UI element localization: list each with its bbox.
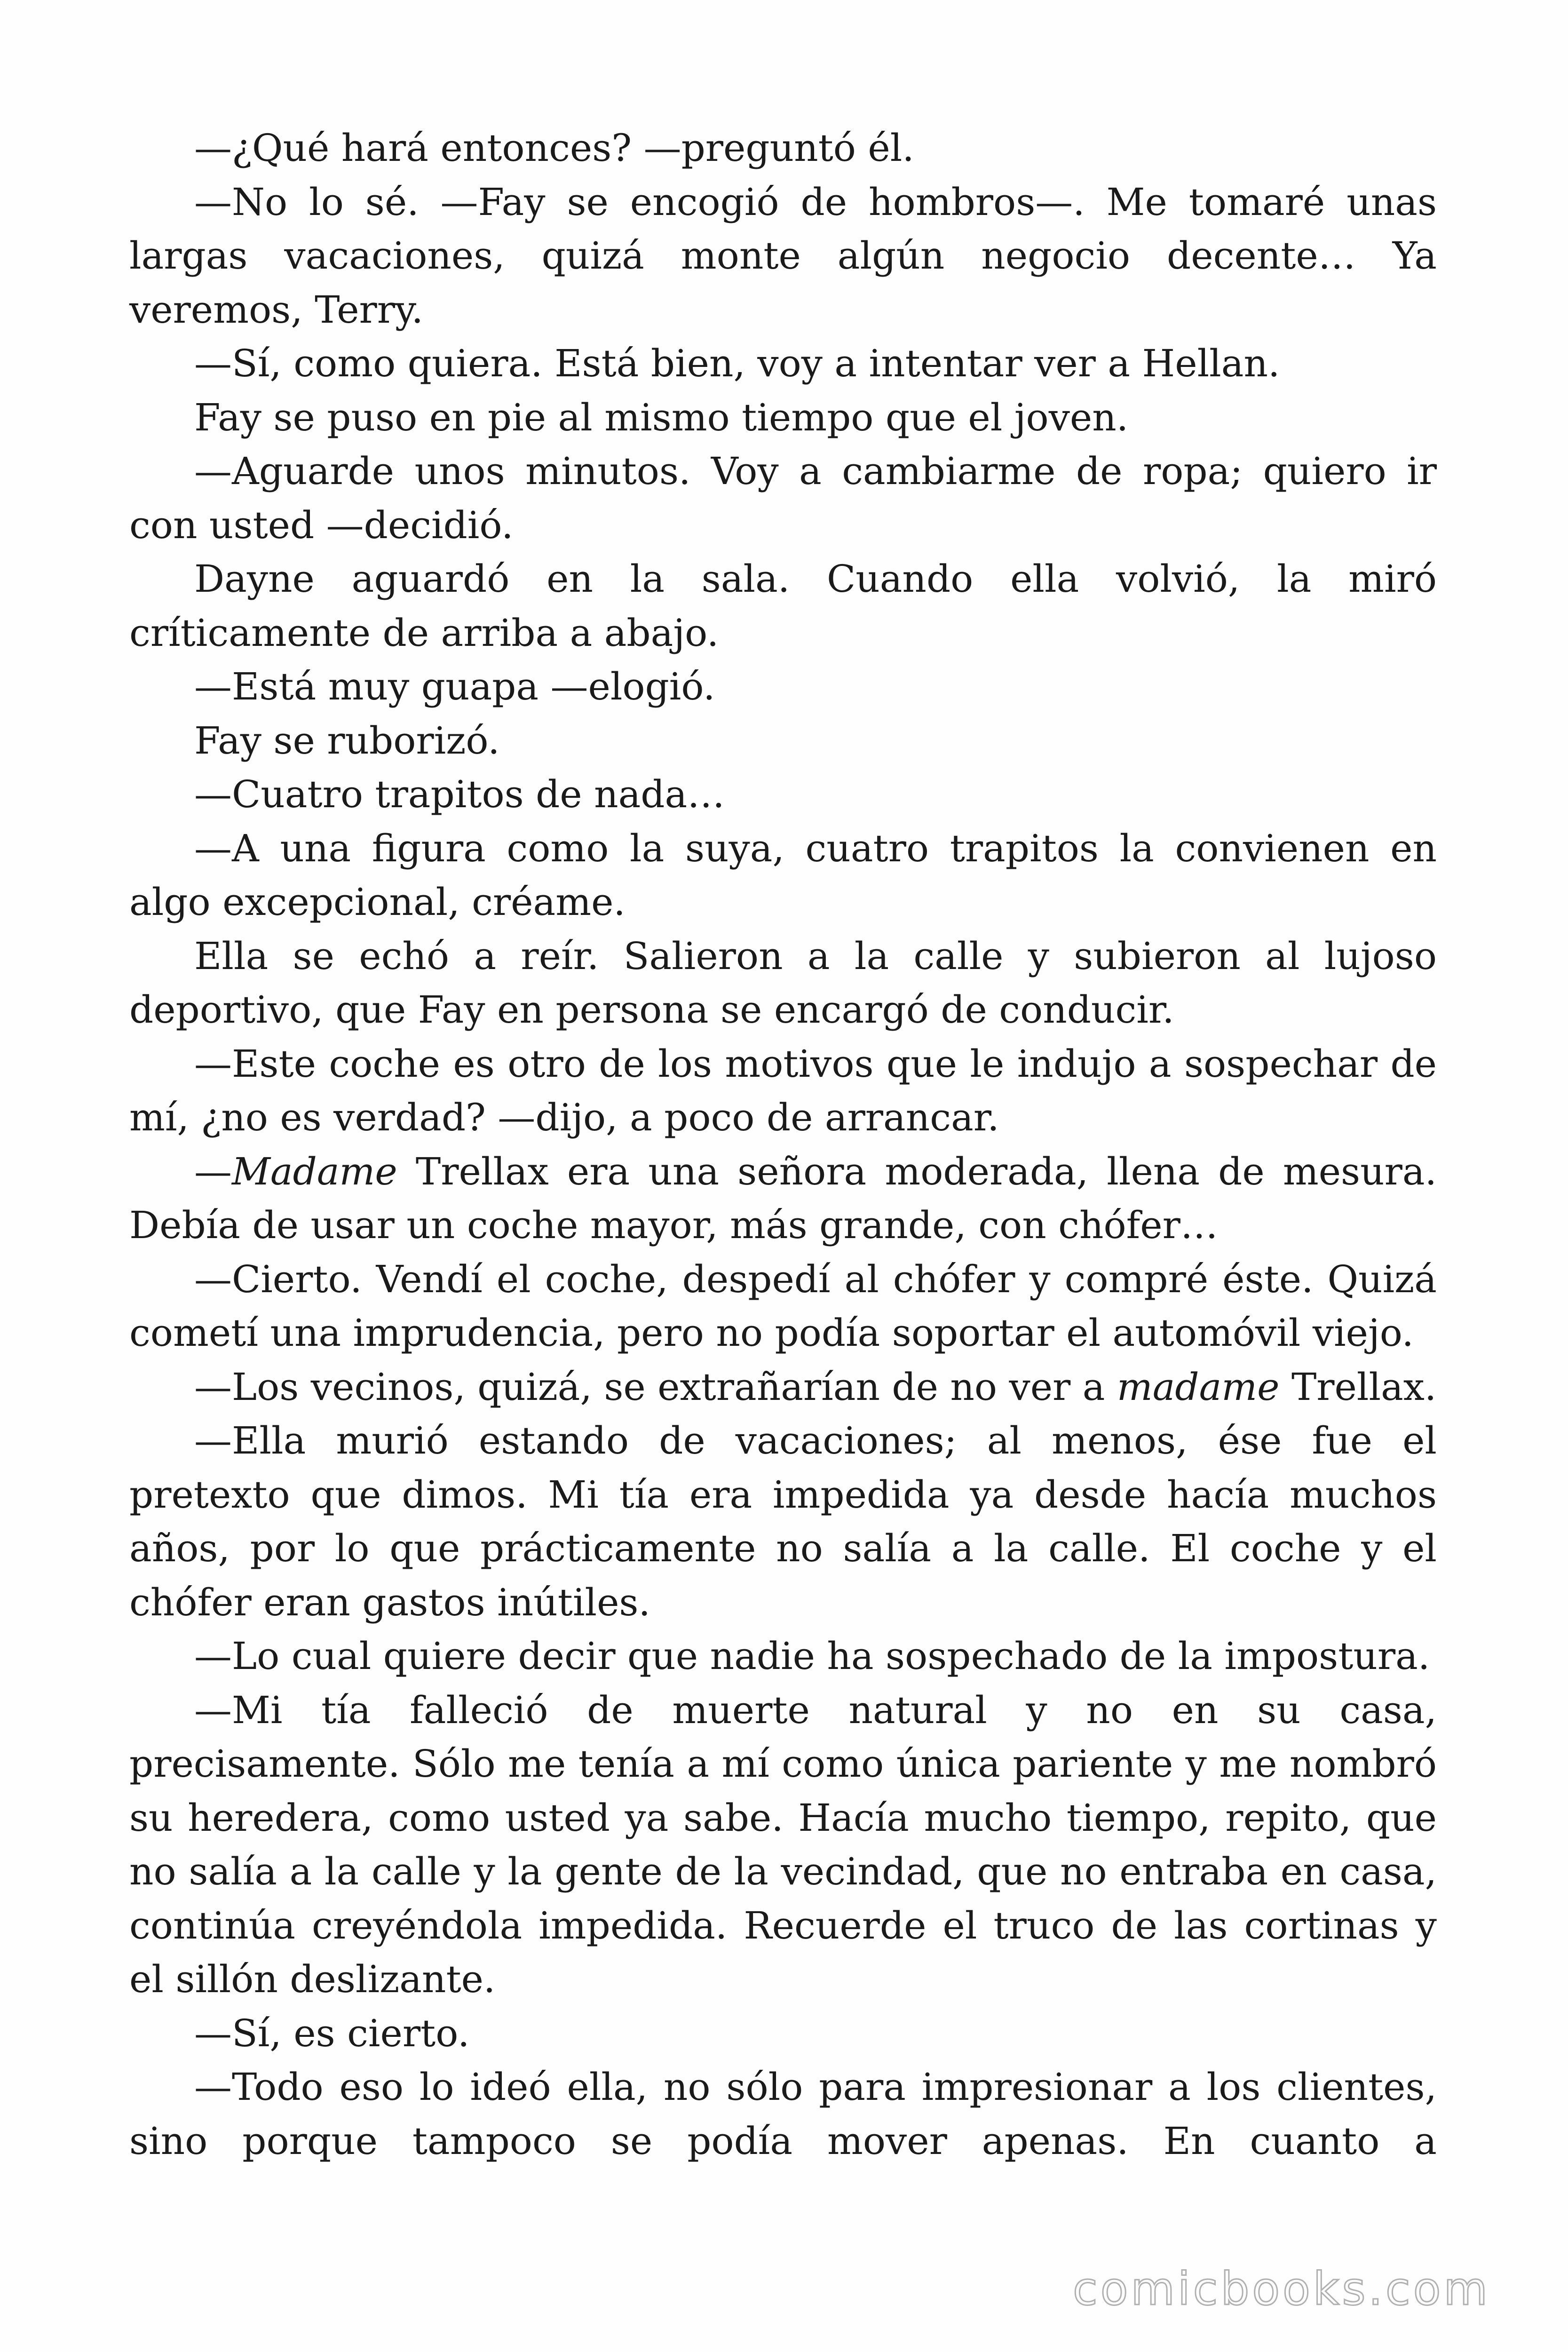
paragraph bbox=[129, 445, 1437, 552]
paragraph-text: —Aguarde unos minutos. Voy a cambiarme de ropa; quiero ir con usted —decidió. bbox=[129, 449, 1437, 547]
paragraph bbox=[129, 930, 1437, 1037]
paragraph-text: —Este coche es otro de los motivos que le indujo a sospechar de mí, ¿no es verdad? —dijo, a poco de arrancar. bbox=[129, 1041, 1437, 1139]
paragraph bbox=[129, 1684, 1437, 2007]
paragraph-text: Fay se ruborizó. bbox=[194, 718, 500, 763]
paragraph bbox=[129, 1253, 1437, 1360]
paragraph bbox=[129, 337, 1437, 391]
paragraph-text: —Mi tía falleció de muerte natural y no en su casa, precisamente. Sólo me tenía a mí como única pariente y me nombró su heredera, como usted ya sabe. Hacía mucho tiempo, repito, que no salía a la calle y la gente de la vecindad, que no entraba en casa, continúa creyéndola impedida. Recuerde el truco de las cortinas y el sillón deslizante. bbox=[129, 1688, 1437, 2001]
paragraph-text: —Sí, es cierto. bbox=[194, 2011, 470, 2055]
paragraph-text: —¿Qué hará entonces? —preguntó él. bbox=[194, 126, 914, 170]
paragraph-text: —Cuatro trapitos de nada… bbox=[194, 772, 725, 816]
watermark: comicbooks.com bbox=[1072, 2263, 1490, 2315]
paragraph bbox=[129, 2060, 1437, 2168]
paragraph-text: Dayne aguardó en la sala. Cuando ella volvió, la miró críticamente de arriba a abajo. bbox=[129, 557, 1437, 655]
paragraph-text: —Está muy guapa —elogió. bbox=[194, 665, 715, 708]
paragraph bbox=[129, 1360, 1437, 1414]
paragraph-text: —Cierto. Vendí el coche, despedí al chófer y compré éste. Quizá cometí una imprudencia, pero no podía soportar el automóvil viejo. bbox=[129, 1257, 1437, 1355]
paragraph bbox=[129, 822, 1437, 930]
paragraph bbox=[129, 175, 1437, 337]
paragraph bbox=[129, 1145, 1437, 1253]
body-text bbox=[129, 121, 1437, 2168]
paragraph-text: —Ella murió estando de vacaciones; al menos, ése fue el pretexto que dimos. Mi tía era impedida ya desde hacía muchos años, por lo que prácticamente no salía a la calle. El coche y el chófer eran gastos inútiles. bbox=[129, 1419, 1437, 1624]
paragraph-text: Trellax era una señora moderada, llena de mesura. Debía de usar un coche mayor, más grande, con chófer… bbox=[129, 1149, 1437, 1247]
paragraph bbox=[129, 714, 1437, 768]
paragraph bbox=[129, 121, 1437, 175]
paragraph bbox=[129, 1629, 1437, 1684]
italic-text: madame bbox=[1117, 1365, 1280, 1409]
paragraph-text: — bbox=[194, 1149, 232, 1193]
paragraph-text: —Sí, como quiera. Está bien, voy a intentar ver a Hellan. bbox=[194, 342, 1280, 385]
paragraph bbox=[129, 1414, 1437, 1629]
paragraph-text: Fay se puso en pie al mismo tiempo que el joven. bbox=[194, 395, 1129, 439]
paragraph bbox=[129, 660, 1437, 714]
paragraph-text: Trellax. bbox=[1279, 1365, 1437, 1409]
paragraph bbox=[129, 552, 1437, 660]
paragraph bbox=[129, 2007, 1437, 2061]
paragraph bbox=[129, 391, 1437, 445]
paragraph-text: —Los vecinos, quizá, se extrañarían de no ver a bbox=[194, 1365, 1117, 1409]
paragraph bbox=[129, 1037, 1437, 1145]
paragraph-text: —No lo sé. —Fay se encogió de hombros—. Me tomaré unas largas vacaciones, quizá monte algún negocio decente… Ya veremos, Terry. bbox=[129, 180, 1437, 332]
paragraph-text: —A una figura como la suya, cuatro trapitos la convienen en algo excepcional, créame. bbox=[129, 826, 1437, 924]
paragraph-text: —Todo eso lo ideó ella, no sólo para impresionar a los clientes, sino porque tampoco se podía mover apenas. En cuanto a bbox=[129, 2065, 1437, 2163]
italic-text: Madame bbox=[232, 1149, 397, 1193]
paragraph-text: —Lo cual quiere decir que nadie ha sospechado de la impostura. bbox=[194, 1634, 1430, 1678]
paragraph bbox=[129, 768, 1437, 822]
paragraph-text: Ella se echó a reír. Salieron a la calle y subieron al lujoso deportivo, que Fay en persona se encargó de conducir. bbox=[129, 934, 1437, 1032]
